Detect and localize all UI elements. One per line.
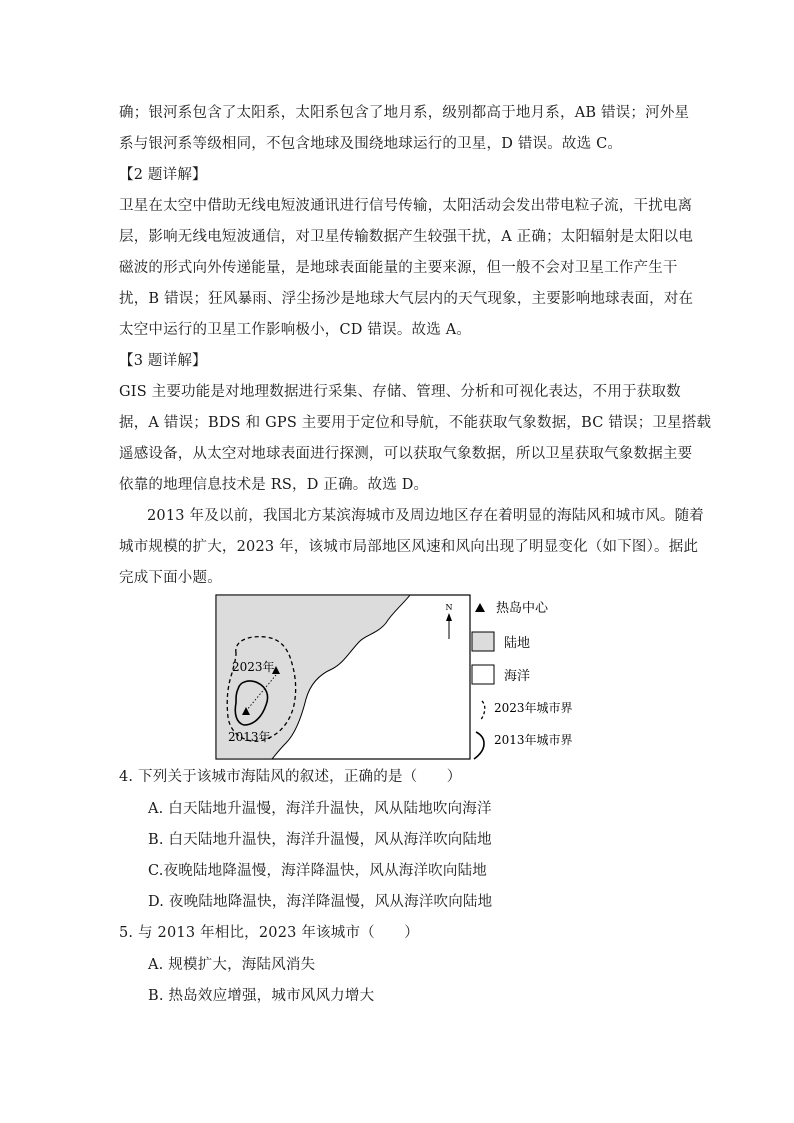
section3-line: 依靠的地理信息技术是 RS，D 正确。故选 D。 (119, 477, 429, 493)
section2-line: 层，影响无线电短波通信，对卫星传输数据产生较强干扰，A 正确；太阳辐射是太阳以电 (119, 229, 694, 245)
passage-line: 城市规模的扩大，2023 年，该城市局部地区风速和风向出现了明显变化（如下图）。据此 (119, 539, 699, 555)
passage-line: 完成下面小题。 (119, 570, 222, 586)
section3-line: GIS 主要功能是对地理数据进行采集、存储、管理、分析和可视化表达，不用于获取数 (119, 384, 681, 400)
section3-heading: 【3 题详解】 (119, 353, 207, 369)
legend-land-label: 陆地 (504, 636, 531, 651)
legend-heat-island-icon (475, 603, 485, 612)
explanation-line: 系与银河系等级相同，不包含地球及围绕地球运行的卫星，D 错误。故选 C。 (119, 136, 623, 152)
label-2023: 2023年 (232, 660, 275, 674)
question-5-option-b: B. 热岛效应增强，城市风风力增大 (148, 988, 375, 1004)
legend-2023-boundary-icon (480, 701, 485, 721)
legend-2013-boundary-label: 2013年城市界 (494, 733, 573, 747)
north-label: N (445, 603, 453, 612)
section2-line: 扰，B 错误；狂风暴雨、浮尘扬沙是地球大气层内的天气现象，主要影响地球表面，对在 (119, 291, 694, 307)
section2-line: 磁波的形式向外传递能量，是地球表面能量的主要来源，但一般不会对卫星工作产生干 (119, 260, 678, 276)
legend-2023-boundary-label: 2023年城市界 (494, 701, 573, 715)
question-4-option-d: D. 夜晚陆地降温快，海洋降温慢，风从海洋吹向陆地 (148, 894, 493, 910)
legend-2013-boundary-icon (474, 732, 484, 759)
question-4-option-c: C.夜晚陆地降温慢，海洋降温快，风从海洋吹向陆地 (148, 863, 487, 879)
legend-land-swatch (472, 632, 494, 651)
legend-heat-island-label: 热岛中心 (496, 601, 549, 616)
section2-heading: 【2 题详解】 (119, 167, 207, 183)
city-wind-map-figure (214, 593, 594, 763)
section3-line: 据，A 错误；BDS 和 GPS 主要用于定位和导航，不能获取气象数据，BC 错误；卫星搭载 (119, 415, 712, 431)
legend-ocean-swatch (472, 665, 494, 684)
section3-line: 遥感设备，从太空对地球表面进行探测，可以获取气象数据，所以卫星获取气象数据主要 (119, 446, 693, 462)
question-5-option-a: A. 规模扩大，海陆风消失 (148, 957, 316, 973)
passage-line: 2013 年及以前，我国北方某滨海城市及周边地区存在着明显的海陆风和城市风。随着 (147, 508, 705, 524)
explanation-line: 确；银河系包含了太阳系，太阳系包含了地月系，级别都高于地月系，AB 错误；河外星 (119, 105, 690, 121)
question-5-stem: 5. 与 2013 年相比，2023 年该城市（ ） (119, 925, 419, 941)
label-2013: 2013年 (228, 730, 271, 744)
question-4-option-b: B. 白天陆地升温快，海洋升温慢，风从海洋吹向陆地 (148, 832, 492, 848)
section2-line: 卫星在太空中借助无线电短波通讯进行信号传输，太阳活动会发出带电粒子流，干扰电离 (119, 198, 693, 214)
legend-ocean-label: 海洋 (504, 669, 531, 684)
section2-line: 太空中运行的卫星工作影响极小，CD 错误。故选 A。 (119, 322, 472, 338)
question-4-option-a: A. 白天陆地升温慢，海洋升温快，风从陆地吹向海洋 (148, 801, 492, 817)
question-4-stem: 4. 下列关于该城市海陆风的叙述，正确的是（ ） (119, 769, 462, 785)
